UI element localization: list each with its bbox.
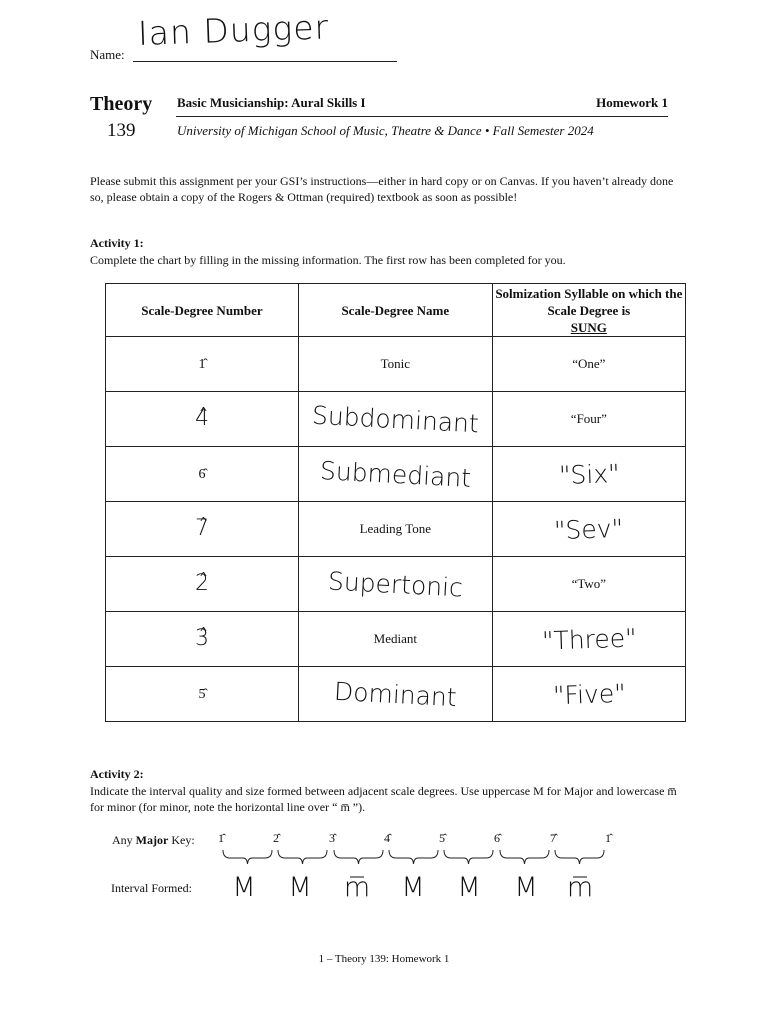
degree-number: 2̂ — [194, 571, 209, 596]
activity1-instructions: Complete the chart by filling in the missing information. The first row has been completed for you. — [90, 253, 566, 267]
degree-number: 6̂ — [198, 466, 206, 482]
degree-name: Dominant — [333, 676, 458, 712]
interval-answer: M — [514, 872, 538, 903]
name-line — [133, 61, 397, 62]
interval-answer: M — [232, 872, 256, 903]
brace-7 — [555, 850, 604, 864]
table-row — [106, 502, 686, 557]
course-subtitle: University of Michigan School of Music, Theatre & Dance • Fall Semester 2024 — [177, 123, 594, 138]
intro-paragraph: Please submit this assignment per your GSI’s instructions—either in hard copy or on Canvas. If you haven’t already done so, please obtain a copy of the Rogers & Ottman (required) textbook as soon as possible! — [90, 174, 674, 204]
degree-number-cell — [106, 557, 299, 612]
activity2-instructions: Indicate the interval quality and size formed between adjacent scale degrees. Use uppercase M for Major and lowercase m̅ for minor (for minor, note the horizontal line over “ m̅ ”). — [90, 784, 677, 814]
scale-degree: 1̂ — [218, 831, 224, 845]
key-label-prefix: Any — [112, 833, 136, 847]
syllable-cell — [492, 392, 685, 447]
brace-4 — [389, 850, 438, 864]
brace-5 — [444, 850, 493, 864]
syllable-cell — [492, 337, 685, 392]
degree-number: 7̂ — [194, 516, 209, 541]
degree-number: 5̂ — [198, 686, 206, 702]
degree-number: 3̂ — [194, 626, 209, 651]
degree-name: Supertonic — [327, 565, 464, 603]
table-row — [106, 337, 686, 392]
course-number: 139 — [107, 120, 136, 141]
scale-degree: 5̂ — [439, 831, 445, 845]
degree-name: Submediant — [319, 455, 472, 493]
degree-number: 1̂ — [198, 356, 206, 372]
scale-degree: 6̂ — [494, 831, 500, 845]
degree-number-cell — [106, 612, 299, 667]
syllable: "Three" — [541, 622, 637, 656]
syllable: "Sev" — [553, 513, 624, 545]
syllable-cell — [492, 447, 685, 502]
header-name: Scale-Degree Name — [298, 284, 492, 337]
table-row — [106, 667, 686, 722]
interval-answer: m̅ — [343, 872, 371, 903]
interval-answer: M — [457, 872, 481, 903]
degree-name: Tonic — [380, 356, 411, 371]
table-row — [106, 557, 686, 612]
table-row — [106, 447, 686, 502]
page-footer: 1 – Theory 139: Homework 1 — [318, 953, 450, 965]
scale-degree: 3̂ — [329, 831, 335, 845]
homework-label: Homework 1 — [596, 95, 668, 110]
name-label: Name: — [90, 47, 125, 62]
header-sung: SUNG — [570, 319, 607, 335]
brace-6 — [500, 850, 549, 864]
scale-degree: 1̂ — [605, 831, 611, 845]
degree-name-cell — [298, 557, 492, 612]
interval-answer: M — [288, 872, 312, 903]
table-row — [106, 612, 686, 667]
degree-name-cell — [298, 667, 492, 722]
student-name: Ian Dugger — [137, 7, 330, 53]
table-row — [106, 392, 686, 447]
chart-header-row — [106, 284, 686, 337]
degree-number-cell — [106, 337, 299, 392]
syllable: “One” — [572, 356, 606, 371]
syllable-cell — [492, 557, 685, 612]
syllable-cell — [492, 667, 685, 722]
scale-degree: 2̂ — [273, 831, 279, 845]
degree-name-cell — [298, 612, 492, 667]
brace-2 — [278, 850, 327, 864]
header-syllable-text: Solmization Syllable on which the Scale Degree is — [495, 285, 683, 318]
key-label-bold: Major — [135, 833, 169, 847]
degree-number-cell — [106, 447, 299, 502]
degree-name-cell — [298, 337, 492, 392]
degree-number: 4̂ — [194, 406, 209, 431]
activity1-title: Activity 1: — [90, 236, 144, 250]
interval-braces — [220, 848, 612, 866]
degree-number-cell — [106, 392, 299, 447]
syllable-cell — [492, 502, 685, 557]
scale-degree-chart — [105, 283, 686, 722]
syllable: "Five" — [552, 678, 626, 710]
activity2-title: Activity 2: — [90, 767, 144, 781]
syllable: "Six" — [558, 458, 620, 490]
brace-1 — [223, 850, 272, 864]
scale-degree: 7̂ — [550, 831, 556, 845]
interval-answer: M — [401, 872, 425, 903]
header-number: Scale-Degree Number — [106, 284, 299, 337]
key-label-suffix: Key: — [168, 833, 195, 847]
degree-name: Subdominant — [311, 400, 480, 438]
scale-degree: 4̂ — [384, 831, 390, 845]
header-rule — [176, 116, 668, 117]
interval-formed-label: Interval Formed: — [111, 881, 192, 895]
major-key-label — [112, 833, 195, 848]
syllable: “Four” — [570, 411, 607, 426]
degree-name: Leading Tone — [359, 521, 432, 536]
syllable: “Two” — [571, 576, 607, 591]
degree-name-cell — [298, 502, 492, 557]
interval-answer: m̅ — [566, 872, 594, 903]
course-theory: Theory — [90, 93, 153, 115]
degree-name-cell — [298, 447, 492, 502]
brace-3 — [334, 850, 383, 864]
degree-number-cell — [106, 667, 299, 722]
degree-name: Mediant — [373, 631, 417, 646]
degree-number-cell — [106, 502, 299, 557]
syllable-cell — [492, 612, 685, 667]
header-syllable — [492, 284, 685, 337]
course-title: Basic Musicianship: Aural Skills I — [177, 95, 366, 110]
degree-name-cell — [298, 392, 492, 447]
